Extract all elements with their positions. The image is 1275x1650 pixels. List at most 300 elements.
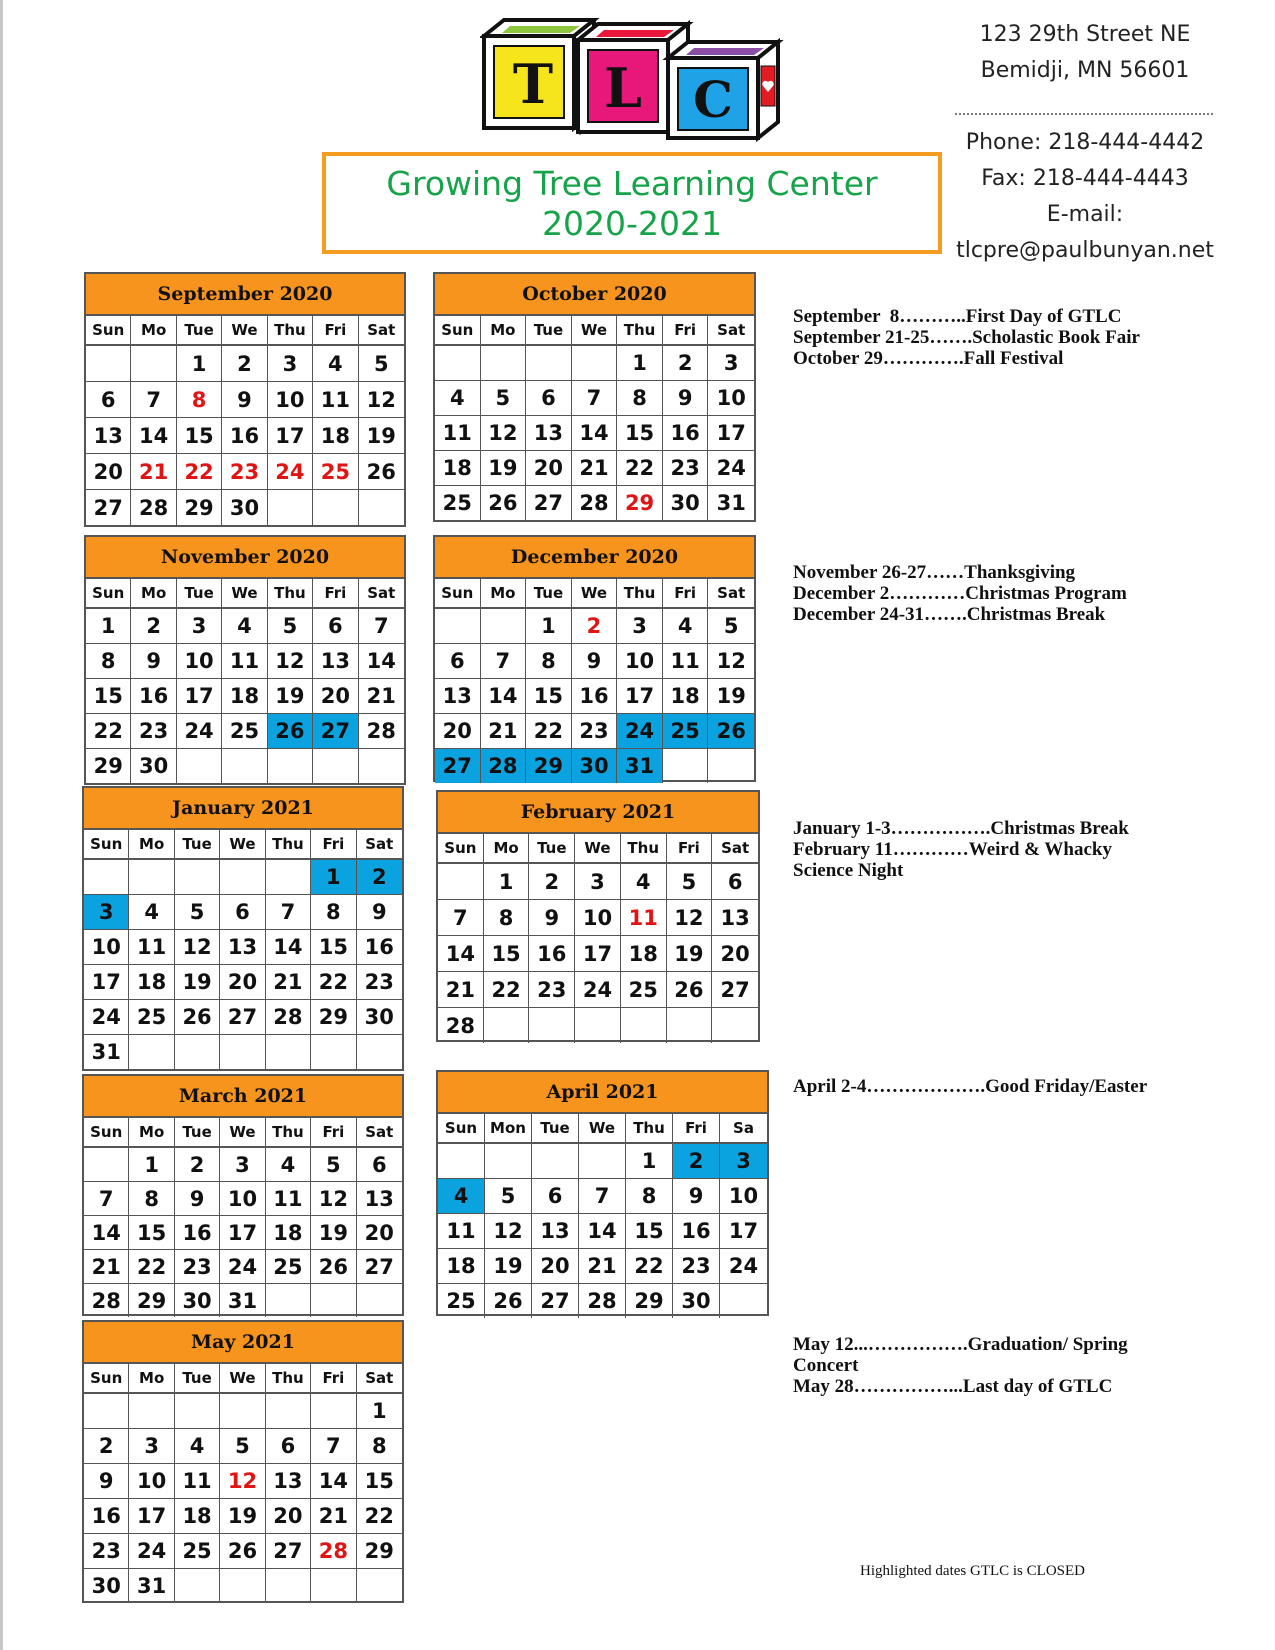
empty-day-cell <box>435 346 481 381</box>
day-cell: 17 <box>268 418 313 454</box>
weekday-header: Fri <box>313 316 358 346</box>
day-cell: 16 <box>663 416 709 451</box>
day-cell: 18 <box>222 679 267 714</box>
day-cell: 9 <box>222 382 267 418</box>
month-grid <box>435 579 754 783</box>
day-cell: 4 <box>129 895 174 930</box>
month-grid <box>435 316 754 520</box>
day-cell: 1 <box>617 346 663 381</box>
day-cell-closed: 1 <box>311 860 356 895</box>
day-cell: 21 <box>572 451 618 486</box>
day-cell: 28 <box>131 490 176 525</box>
day-cell: 19 <box>667 936 713 972</box>
day-cell: 20 <box>220 965 265 1000</box>
day-cell: 8 <box>311 895 356 930</box>
day-cell: 16 <box>222 418 267 454</box>
day-cell: 25 <box>621 972 667 1008</box>
day-cell: 5 <box>268 609 313 644</box>
day-cell: 23 <box>529 972 575 1008</box>
month-title: November 2020 <box>86 537 404 579</box>
weekday-header: Thu <box>268 316 313 346</box>
day-cell: 11 <box>435 416 481 451</box>
day-cell: 27 <box>712 972 758 1008</box>
logo-letter-t: T <box>512 52 554 116</box>
day-cell: 6 <box>313 609 358 644</box>
day-cell: 4 <box>175 1429 220 1464</box>
day-cell: 9 <box>673 1179 720 1214</box>
empty-day-cell <box>86 346 131 382</box>
weekday-header: Fri <box>667 834 713 864</box>
weekday-header: Tue <box>175 1118 220 1148</box>
weekday-header: Sat <box>708 316 754 346</box>
day-cell: 11 <box>175 1464 220 1499</box>
day-cell: 21 <box>579 1249 626 1284</box>
weekday-header: Sat <box>357 830 402 860</box>
day-cell: 24 <box>708 451 754 486</box>
day-cell: 27 <box>357 1250 402 1284</box>
day-cell: 18 <box>435 451 481 486</box>
day-cell: 19 <box>175 965 220 1000</box>
fax-number: Fax: 218-444-4443 <box>981 166 1189 191</box>
empty-day-cell <box>266 860 311 895</box>
day-cell: 5 <box>311 1148 356 1182</box>
empty-day-cell <box>481 346 527 381</box>
weekday-header: Sun <box>84 1364 129 1394</box>
day-cell: 15 <box>311 930 356 965</box>
email-label: E-mail: <box>1046 202 1124 227</box>
day-cell: 19 <box>359 418 404 454</box>
day-cell: 12 <box>311 1182 356 1216</box>
day-cell: 12 <box>485 1214 532 1249</box>
day-cell: 13 <box>220 930 265 965</box>
day-cell: 30 <box>84 1569 129 1603</box>
day-cell: 14 <box>481 679 527 714</box>
day-cell-closed: 26 <box>708 714 754 749</box>
day-cell-closed: 25 <box>663 714 709 749</box>
day-cell: 19 <box>481 451 527 486</box>
day-cell: 10 <box>268 382 313 418</box>
day-cell: 2 <box>84 1429 129 1464</box>
month-title: September 2020 <box>86 274 404 316</box>
day-cell: 14 <box>311 1464 356 1499</box>
day-cell: 23 <box>131 714 176 749</box>
event-item: September 8………..First Day of GTLC <box>793 306 1122 327</box>
empty-day-cell <box>357 1569 402 1603</box>
weekday-header: Sun <box>438 834 484 864</box>
month-grid <box>86 316 404 525</box>
day-cell: 5 <box>359 346 404 382</box>
day-cell-event: 29 <box>617 486 663 520</box>
phone-number: Phone: 218-444-4442 <box>965 130 1205 155</box>
empty-day-cell <box>484 1008 530 1043</box>
day-cell: 20 <box>532 1249 579 1284</box>
day-cell: 24 <box>220 1250 265 1284</box>
day-cell: 15 <box>357 1464 402 1499</box>
day-cell: 9 <box>357 895 402 930</box>
day-cell: 6 <box>220 895 265 930</box>
day-cell: 22 <box>617 451 663 486</box>
day-cell: 8 <box>626 1179 673 1214</box>
day-cell: 2 <box>175 1148 220 1182</box>
empty-day-cell <box>175 1035 220 1069</box>
day-cell: 22 <box>526 714 572 749</box>
day-cell-event: 24 <box>268 454 313 490</box>
day-cell: 13 <box>357 1182 402 1216</box>
calendar-november-2020 <box>84 535 406 785</box>
day-cell: 3 <box>129 1429 174 1464</box>
day-cell: 25 <box>175 1534 220 1569</box>
empty-day-cell <box>220 1569 265 1603</box>
day-cell: 9 <box>175 1182 220 1216</box>
day-cell: 18 <box>129 965 174 1000</box>
day-cell: 17 <box>575 936 621 972</box>
day-cell: 1 <box>484 864 530 900</box>
day-cell: 10 <box>575 900 621 936</box>
day-cell: 11 <box>663 644 709 679</box>
day-cell: 9 <box>84 1464 129 1499</box>
day-cell: 20 <box>435 714 481 749</box>
day-cell: 26 <box>220 1534 265 1569</box>
day-cell: 15 <box>626 1214 673 1249</box>
day-cell: 16 <box>673 1214 720 1249</box>
weekday-header: Sun <box>438 1114 485 1144</box>
day-cell: 9 <box>572 644 618 679</box>
day-cell: 28 <box>359 714 404 749</box>
day-cell: 21 <box>438 972 484 1008</box>
day-cell: 13 <box>313 644 358 679</box>
day-cell: 18 <box>663 679 709 714</box>
day-cell: 25 <box>438 1284 485 1318</box>
weekday-header: Tue <box>175 1364 220 1394</box>
day-cell: 28 <box>572 486 618 520</box>
day-cell: 26 <box>667 972 713 1008</box>
weekday-header: We <box>579 1114 626 1144</box>
empty-day-cell <box>481 609 527 644</box>
day-cell-closed: 3 <box>84 895 129 930</box>
day-cell: 5 <box>708 609 754 644</box>
weekday-header: Sun <box>435 316 481 346</box>
day-cell: 29 <box>177 490 222 525</box>
day-cell: 3 <box>575 864 621 900</box>
day-cell: 11 <box>438 1214 485 1249</box>
day-cell-event: 25 <box>313 454 358 490</box>
weekday-header: Sa <box>720 1114 767 1144</box>
event-item: September 21-25…….Scholastic Book Fair <box>793 327 1140 348</box>
empty-day-cell <box>712 1008 758 1043</box>
day-cell: 27 <box>532 1284 579 1318</box>
day-cell: 30 <box>673 1284 720 1318</box>
day-cell: 29 <box>626 1284 673 1318</box>
day-cell: 2 <box>131 609 176 644</box>
event-item: December 2…………Christmas Program <box>793 583 1127 604</box>
contact-divider <box>955 113 1213 115</box>
empty-day-cell <box>532 1144 579 1179</box>
weekday-header: Sat <box>357 1118 402 1148</box>
weekday-header: Fri <box>311 1118 356 1148</box>
day-cell-closed: 4 <box>438 1179 485 1214</box>
day-cell: 3 <box>177 609 222 644</box>
day-cell: 7 <box>266 895 311 930</box>
weekday-header: Tue <box>529 834 575 864</box>
day-cell: 13 <box>526 416 572 451</box>
day-cell: 20 <box>313 679 358 714</box>
empty-day-cell <box>579 1144 626 1179</box>
month-title: March 2021 <box>84 1076 402 1118</box>
day-cell: 30 <box>357 1000 402 1035</box>
weekday-header: Fri <box>311 830 356 860</box>
day-cell-closed: 3 <box>720 1144 767 1179</box>
day-cell: 15 <box>484 936 530 972</box>
day-cell-event: 22 <box>177 454 222 490</box>
day-cell: 16 <box>357 930 402 965</box>
day-cell-closed: 28 <box>481 749 527 783</box>
empty-day-cell <box>266 1035 311 1069</box>
day-cell: 4 <box>222 609 267 644</box>
calendar-december-2020 <box>433 535 756 782</box>
empty-day-cell <box>175 860 220 895</box>
day-cell: 15 <box>617 416 663 451</box>
weekday-header: Sat <box>708 579 754 609</box>
day-cell: 21 <box>84 1250 129 1284</box>
day-cell: 8 <box>484 900 530 936</box>
email-address[interactable]: tlcpre@paulbunyan.net <box>956 238 1214 263</box>
weekday-header: Tue <box>177 579 222 609</box>
day-cell: 11 <box>222 644 267 679</box>
day-cell: 21 <box>359 679 404 714</box>
day-cell: 11 <box>266 1182 311 1216</box>
empty-day-cell <box>708 749 754 783</box>
empty-day-cell <box>311 1035 356 1069</box>
address-line-1: 123 29th Street NE <box>979 22 1191 47</box>
day-cell-closed: 27 <box>435 749 481 783</box>
day-cell-event: 21 <box>131 454 176 490</box>
weekday-header: Fri <box>311 1364 356 1394</box>
day-cell: 30 <box>175 1284 220 1317</box>
day-cell: 18 <box>621 936 667 972</box>
logo-letter-c: C <box>693 70 733 129</box>
day-cell: 27 <box>220 1000 265 1035</box>
event-item: December 24-31…….Christmas Break <box>793 604 1106 625</box>
weekday-header: Mo <box>129 1118 174 1148</box>
day-cell: 10 <box>84 930 129 965</box>
day-cell: 15 <box>86 679 131 714</box>
day-cell: 1 <box>177 346 222 382</box>
month-grid <box>438 834 758 1043</box>
day-cell: 3 <box>617 609 663 644</box>
weekday-header: We <box>220 1118 265 1148</box>
day-cell: 7 <box>84 1182 129 1216</box>
empty-day-cell <box>84 1394 129 1429</box>
day-cell: 21 <box>266 965 311 1000</box>
day-cell: 17 <box>708 416 754 451</box>
day-cell-closed: 27 <box>313 714 358 749</box>
day-cell: 1 <box>357 1394 402 1429</box>
tlc-logo <box>480 18 790 143</box>
event-item: May 12...…………….Graduation/ Spring <box>793 1334 1128 1355</box>
day-cell: 8 <box>357 1429 402 1464</box>
day-cell: 28 <box>266 1000 311 1035</box>
day-cell: 1 <box>86 609 131 644</box>
weekday-header: We <box>220 830 265 860</box>
weekday-header: Thu <box>266 830 311 860</box>
weekday-header: Sun <box>86 316 131 346</box>
day-cell: 20 <box>357 1216 402 1250</box>
weekday-header: Thu <box>626 1114 673 1144</box>
day-cell: 5 <box>175 895 220 930</box>
day-cell: 15 <box>526 679 572 714</box>
weekday-header: Tue <box>532 1114 579 1144</box>
day-cell: 22 <box>484 972 530 1008</box>
day-cell: 19 <box>311 1216 356 1250</box>
calendar-october-2020 <box>433 272 756 522</box>
day-cell: 17 <box>84 965 129 1000</box>
day-cell: 27 <box>266 1534 311 1569</box>
day-cell-event: 2 <box>572 609 618 644</box>
day-cell: 20 <box>266 1499 311 1534</box>
empty-day-cell <box>84 860 129 895</box>
day-cell: 30 <box>663 486 709 520</box>
empty-day-cell <box>129 1394 174 1429</box>
logo-letter-l: L <box>604 56 642 120</box>
day-cell: 7 <box>481 644 527 679</box>
day-cell: 8 <box>129 1182 174 1216</box>
day-cell: 9 <box>663 381 709 416</box>
day-cell: 18 <box>438 1249 485 1284</box>
day-cell: 14 <box>84 1216 129 1250</box>
weekday-header: Thu <box>268 579 313 609</box>
day-cell: 9 <box>529 900 575 936</box>
day-cell: 6 <box>86 382 131 418</box>
day-cell: 28 <box>84 1284 129 1317</box>
day-cell-closed: 2 <box>673 1144 720 1179</box>
weekday-header: Sun <box>84 830 129 860</box>
day-cell: 14 <box>359 644 404 679</box>
day-cell: 30 <box>131 749 176 783</box>
day-cell: 13 <box>532 1214 579 1249</box>
month-title: October 2020 <box>435 274 754 316</box>
empty-day-cell <box>438 864 484 900</box>
day-cell: 10 <box>220 1182 265 1216</box>
empty-day-cell <box>359 749 404 783</box>
day-cell: 29 <box>357 1534 402 1569</box>
day-cell: 20 <box>712 936 758 972</box>
day-cell: 14 <box>131 418 176 454</box>
month-title: January 2021 <box>84 788 402 830</box>
weekday-header: Mo <box>481 316 527 346</box>
day-cell: 21 <box>481 714 527 749</box>
day-cell: 7 <box>572 381 618 416</box>
month-grid <box>86 579 404 783</box>
event-item: April 2-4……………….Good Friday/Easter <box>793 1076 1148 1097</box>
events-spring <box>793 1076 1223 1097</box>
day-cell: 19 <box>485 1249 532 1284</box>
day-cell: 26 <box>481 486 527 520</box>
day-cell: 6 <box>712 864 758 900</box>
empty-day-cell <box>129 860 174 895</box>
day-cell: 18 <box>266 1216 311 1250</box>
empty-day-cell <box>667 1008 713 1043</box>
school-year: 2020-2021 <box>542 204 722 243</box>
month-title: April 2021 <box>438 1072 767 1114</box>
day-cell: 6 <box>435 644 481 679</box>
day-cell: 12 <box>481 416 527 451</box>
empty-day-cell <box>359 490 404 525</box>
month-grid <box>84 830 402 1069</box>
day-cell: 14 <box>572 416 618 451</box>
day-cell: 19 <box>708 679 754 714</box>
weekday-header: We <box>222 579 267 609</box>
day-cell: 31 <box>220 1284 265 1317</box>
empty-day-cell <box>438 1144 485 1179</box>
weekday-header: Tue <box>526 579 572 609</box>
day-cell-closed: 29 <box>526 749 572 783</box>
day-cell: 6 <box>357 1148 402 1182</box>
day-cell: 29 <box>86 749 131 783</box>
day-cell: 22 <box>129 1250 174 1284</box>
day-cell: 10 <box>708 381 754 416</box>
day-cell: 18 <box>175 1499 220 1534</box>
empty-day-cell <box>175 1394 220 1429</box>
day-cell: 19 <box>268 679 313 714</box>
empty-day-cell <box>268 490 313 525</box>
day-cell: 8 <box>617 381 663 416</box>
empty-day-cell <box>720 1284 767 1318</box>
weekday-header: Sun <box>435 579 481 609</box>
empty-day-cell <box>266 1284 311 1317</box>
empty-day-cell <box>220 860 265 895</box>
day-cell: 23 <box>84 1534 129 1569</box>
empty-day-cell <box>311 1569 356 1603</box>
weekday-header: Mo <box>129 1364 174 1394</box>
month-title: February 2021 <box>438 792 758 834</box>
day-cell-closed: 31 <box>617 749 663 783</box>
day-cell: 26 <box>359 454 404 490</box>
day-cell: 10 <box>129 1464 174 1499</box>
weekday-header: Tue <box>177 316 222 346</box>
empty-day-cell <box>357 1035 402 1069</box>
weekday-header: Thu <box>617 316 663 346</box>
empty-day-cell <box>575 1008 621 1043</box>
day-cell-closed: 26 <box>268 714 313 749</box>
event-item: May 28……………...Last day of GTLC <box>793 1376 1113 1397</box>
empty-day-cell <box>313 490 358 525</box>
empty-day-cell <box>526 346 572 381</box>
day-cell: 28 <box>438 1008 484 1043</box>
weekday-header: Fri <box>673 1114 720 1144</box>
day-cell: 22 <box>311 965 356 1000</box>
day-cell: 18 <box>313 418 358 454</box>
day-cell: 7 <box>131 382 176 418</box>
day-cell-event: 28 <box>311 1534 356 1569</box>
day-cell: 20 <box>86 454 131 490</box>
empty-day-cell <box>435 609 481 644</box>
address-line-2: Bemidji, MN 56601 <box>980 58 1190 83</box>
day-cell: 24 <box>575 972 621 1008</box>
month-grid <box>84 1118 402 1317</box>
calendar-january-2021 <box>82 786 404 1071</box>
weekday-header: Mo <box>484 834 530 864</box>
calendar-september-2020 <box>84 272 406 527</box>
empty-day-cell <box>131 346 176 382</box>
day-cell: 22 <box>626 1249 673 1284</box>
empty-day-cell <box>220 1035 265 1069</box>
day-cell: 10 <box>177 644 222 679</box>
page-edge <box>0 0 3 1650</box>
empty-day-cell <box>266 1569 311 1603</box>
day-cell: 8 <box>86 644 131 679</box>
day-cell: 6 <box>266 1429 311 1464</box>
events-fall <box>793 306 1223 369</box>
